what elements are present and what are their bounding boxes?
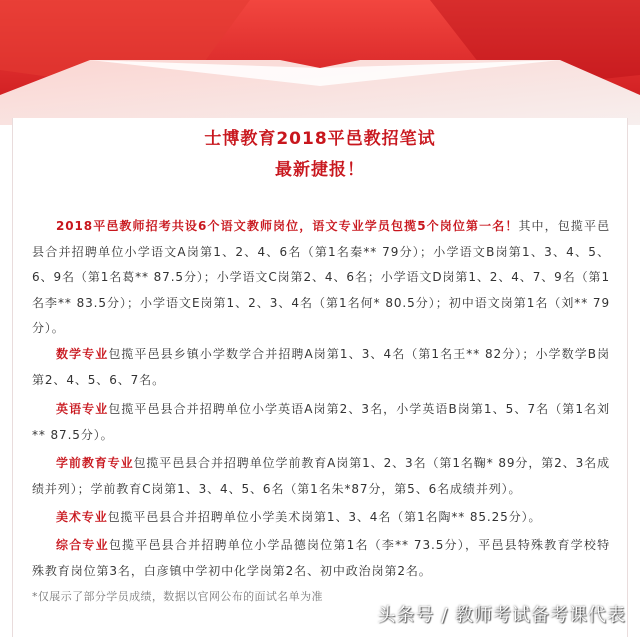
page-subtitle: 最新捷报！ [275, 160, 365, 180]
paragraph-lead: 英语专业 [56, 402, 109, 416]
paragraph-preschool [32, 451, 610, 502]
paragraph-body: 包揽平邑县乡镇小学数学合并招聘A岗第1、3、4名（第1名王** 82分）；小学数学B岗第2、4、5、6、7名。 [32, 347, 610, 387]
paragraph-lead: 2018平邑教师招考共设6个语文教师岗位，语文专业学员包揽5个岗位第一名！ [56, 219, 519, 233]
paragraph-english [32, 397, 610, 448]
paragraph-body: 其中，包揽平邑县合并招聘单位小学语文A岗第1、2、4、6名（第1名秦** 79分）；小学语文B岗第1、3、4、5、6、9名（第1名葛** 87.5分）；小学语文C岗第2、4、6名；小学语文D岗第1、2、4、7、9名（第1名李** 83.5分）；小学语文E岗第1、2、3、4名（第1名何* 80.5分）；初中语文岗第1名（刘** 79分）。 [32, 219, 610, 335]
footnote: *仅展示了部分学员成绩，数据以官网公布的面试名单为准 [32, 590, 323, 603]
paragraph-body: 包揽平邑县合并招聘单位学前教育A岗第1、2、3名（第1名鞠* 89分，第2、3名成绩并列）；学前教育C岗第1、3、4、5、6名（第1名朱*87分，第5、6名成绩并列）。 [32, 456, 610, 496]
paragraph-lead: 综合专业 [56, 538, 109, 552]
paragraph-art [32, 505, 610, 531]
red-ribbon-banner [0, 0, 640, 125]
paragraph-lead: 美术专业 [56, 510, 108, 524]
paragraph-math [32, 342, 610, 393]
paragraph-lead: 学前教育专业 [56, 456, 134, 470]
paragraph-body: 包揽平邑县合并招聘单位小学英语A岗第2、3名，小学英语B岗第1、5、7名（第1名刘** 87.5分）。 [32, 402, 610, 442]
page-title: 士博教育2018平邑教招笔试 [204, 129, 436, 149]
paragraph-body: 包揽平邑县合并招聘单位小学美术岗第1、3、4名（第1名陶** 85.25分）。 [107, 510, 542, 524]
paragraph-lead: 数学专业 [56, 347, 109, 361]
paragraph-general [32, 533, 610, 584]
paragraph-body: 包揽平邑县合并招聘单位小学品德岗位第1名（李** 73.5分），平邑县特殊教育学校特殊教育岗位第3名，白彦镇中学初中化学岗第2名、初中政治岗第2名。 [32, 538, 610, 578]
paragraph-chinese [32, 214, 610, 342]
watermark-text: 头条号 / 教师考试备考课代表 [377, 605, 626, 626]
